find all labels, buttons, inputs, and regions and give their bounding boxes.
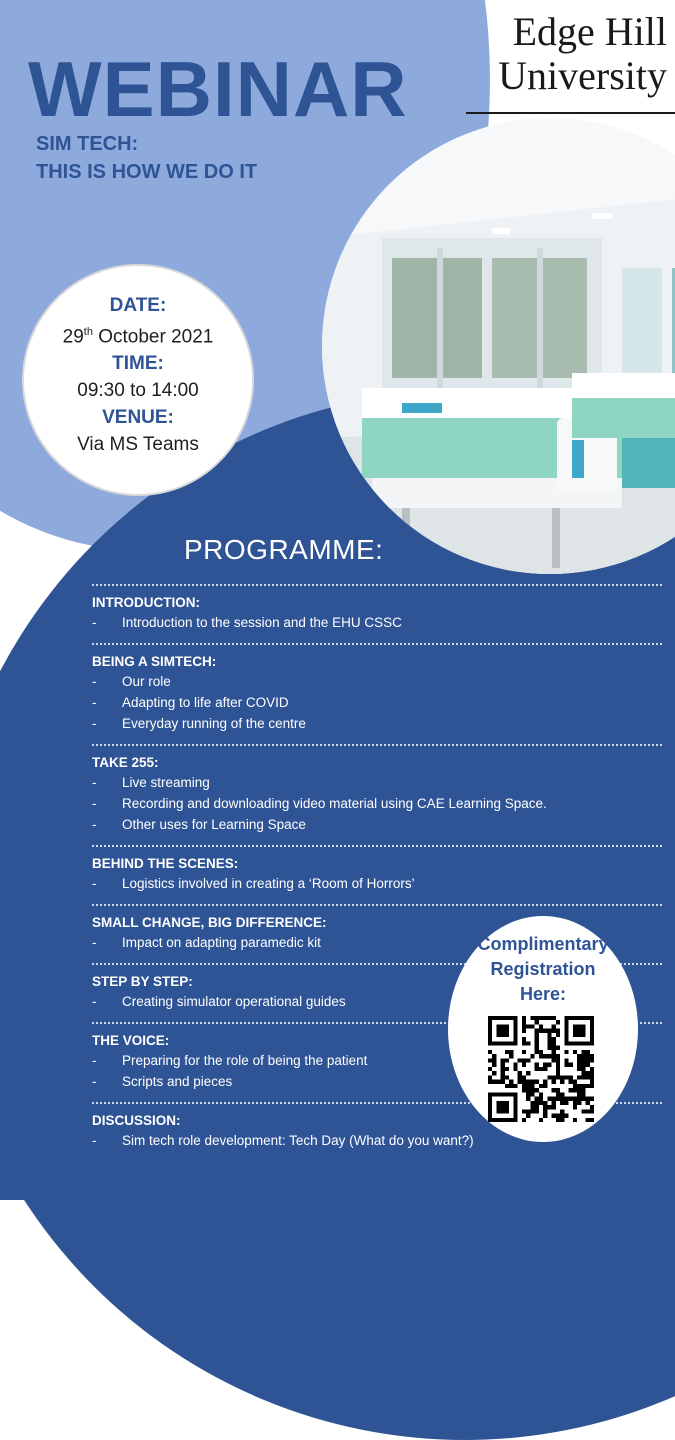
bullet-dash: - [92, 876, 97, 891]
bullet-dash: - [92, 817, 97, 832]
logo-line-1: Edge Hill [512, 9, 667, 54]
bullet-dash: - [92, 695, 97, 710]
list-item-text: Sim tech role development: Tech Day (What do you want?) [122, 1133, 474, 1148]
date-rest: October 2021 [92, 326, 214, 348]
time-label: TIME: [112, 353, 164, 375]
date-day: 29 [62, 326, 84, 348]
date-suffix: th [83, 326, 93, 338]
list-item-text: Other uses for Learning Space [122, 817, 306, 832]
logo-line-2: University [498, 53, 667, 98]
list-item-text: Recording and downloading video material using CAE Learning Space. [122, 796, 547, 811]
list-item-text: Impact on adapting paramedic kit [122, 935, 321, 950]
section-title: BEING A SIMTECH: [92, 654, 217, 669]
list-item-text: Logistics involved in creating a ‘Room of Horrors’ [122, 876, 415, 891]
section-divider [92, 904, 662, 906]
subtitle-line-1: SIM TECH: [36, 133, 139, 155]
registration-line-2: Registration [490, 959, 596, 979]
registration-text [448, 932, 638, 1007]
date-label: DATE: [109, 295, 167, 316]
programme-section [92, 594, 662, 633]
registration-qr-code[interactable] [488, 1016, 594, 1122]
bullet-dash: - [92, 1053, 97, 1068]
section-divider [92, 845, 662, 847]
list-item [92, 713, 662, 734]
list-item-text: Introduction to the session and the EHU CSSC [122, 615, 402, 630]
section-divider [92, 643, 662, 645]
registration-line-1: Complimentary [477, 934, 609, 954]
event-details-circle [22, 264, 254, 496]
section-title: SMALL CHANGE, BIG DIFFERENCE: [92, 915, 327, 930]
list-item [92, 873, 662, 894]
time-value: 09:30 to 14:00 [77, 380, 199, 402]
list-item-text: Our role [122, 674, 171, 689]
list-item-text: Scripts and pieces [122, 1074, 233, 1089]
page-title: WEBINAR [28, 45, 408, 133]
bullet-dash: - [92, 775, 97, 790]
bullet-dash: - [92, 796, 97, 811]
list-item [92, 612, 662, 633]
section-title: BEHIND THE SCENES: [92, 856, 239, 871]
logo-rule [466, 112, 675, 114]
bullet-dash: - [92, 1133, 97, 1148]
date-value [24, 319, 252, 350]
venue-value: Via MS Teams [77, 434, 199, 456]
section-title: THE VOICE: [92, 1033, 170, 1048]
bullet-dash: - [92, 615, 97, 630]
section-title: TAKE 255: [92, 755, 159, 770]
programme-section [92, 754, 662, 835]
section-divider [92, 584, 662, 586]
list-item [92, 692, 662, 713]
section-title: STEP BY STEP: [92, 974, 193, 989]
venue-label: VENUE: [102, 407, 174, 429]
section-title: INTRODUCTION: [92, 595, 200, 610]
bullet-dash: - [92, 1074, 97, 1089]
page-subtitle [36, 130, 257, 186]
bullet-dash: - [92, 674, 97, 689]
list-item-text: Adapting to life after COVID [122, 695, 289, 710]
university-logo [498, 10, 667, 98]
section-title: DISCUSSION: [92, 1113, 181, 1128]
section-divider [92, 744, 662, 746]
list-item [92, 814, 662, 835]
list-item-text: Creating simulator operational guides [122, 994, 346, 1009]
bullet-dash: - [92, 716, 97, 731]
programme-heading: PROGRAMME: [184, 534, 384, 565]
registration-line-3: Here: [519, 984, 567, 1004]
bullet-dash: - [92, 935, 97, 950]
list-item [92, 793, 662, 814]
subtitle-line-2: THIS IS HOW WE DO IT [36, 161, 258, 183]
programme-section [92, 653, 662, 734]
list-item [92, 772, 662, 793]
list-item-text: Preparing for the role of being the patient [122, 1053, 368, 1068]
list-item-text: Live streaming [122, 775, 210, 790]
programme-section [92, 855, 662, 894]
list-item-text: Everyday running of the centre [122, 716, 306, 731]
bullet-dash: - [92, 994, 97, 1009]
list-item [92, 671, 662, 692]
